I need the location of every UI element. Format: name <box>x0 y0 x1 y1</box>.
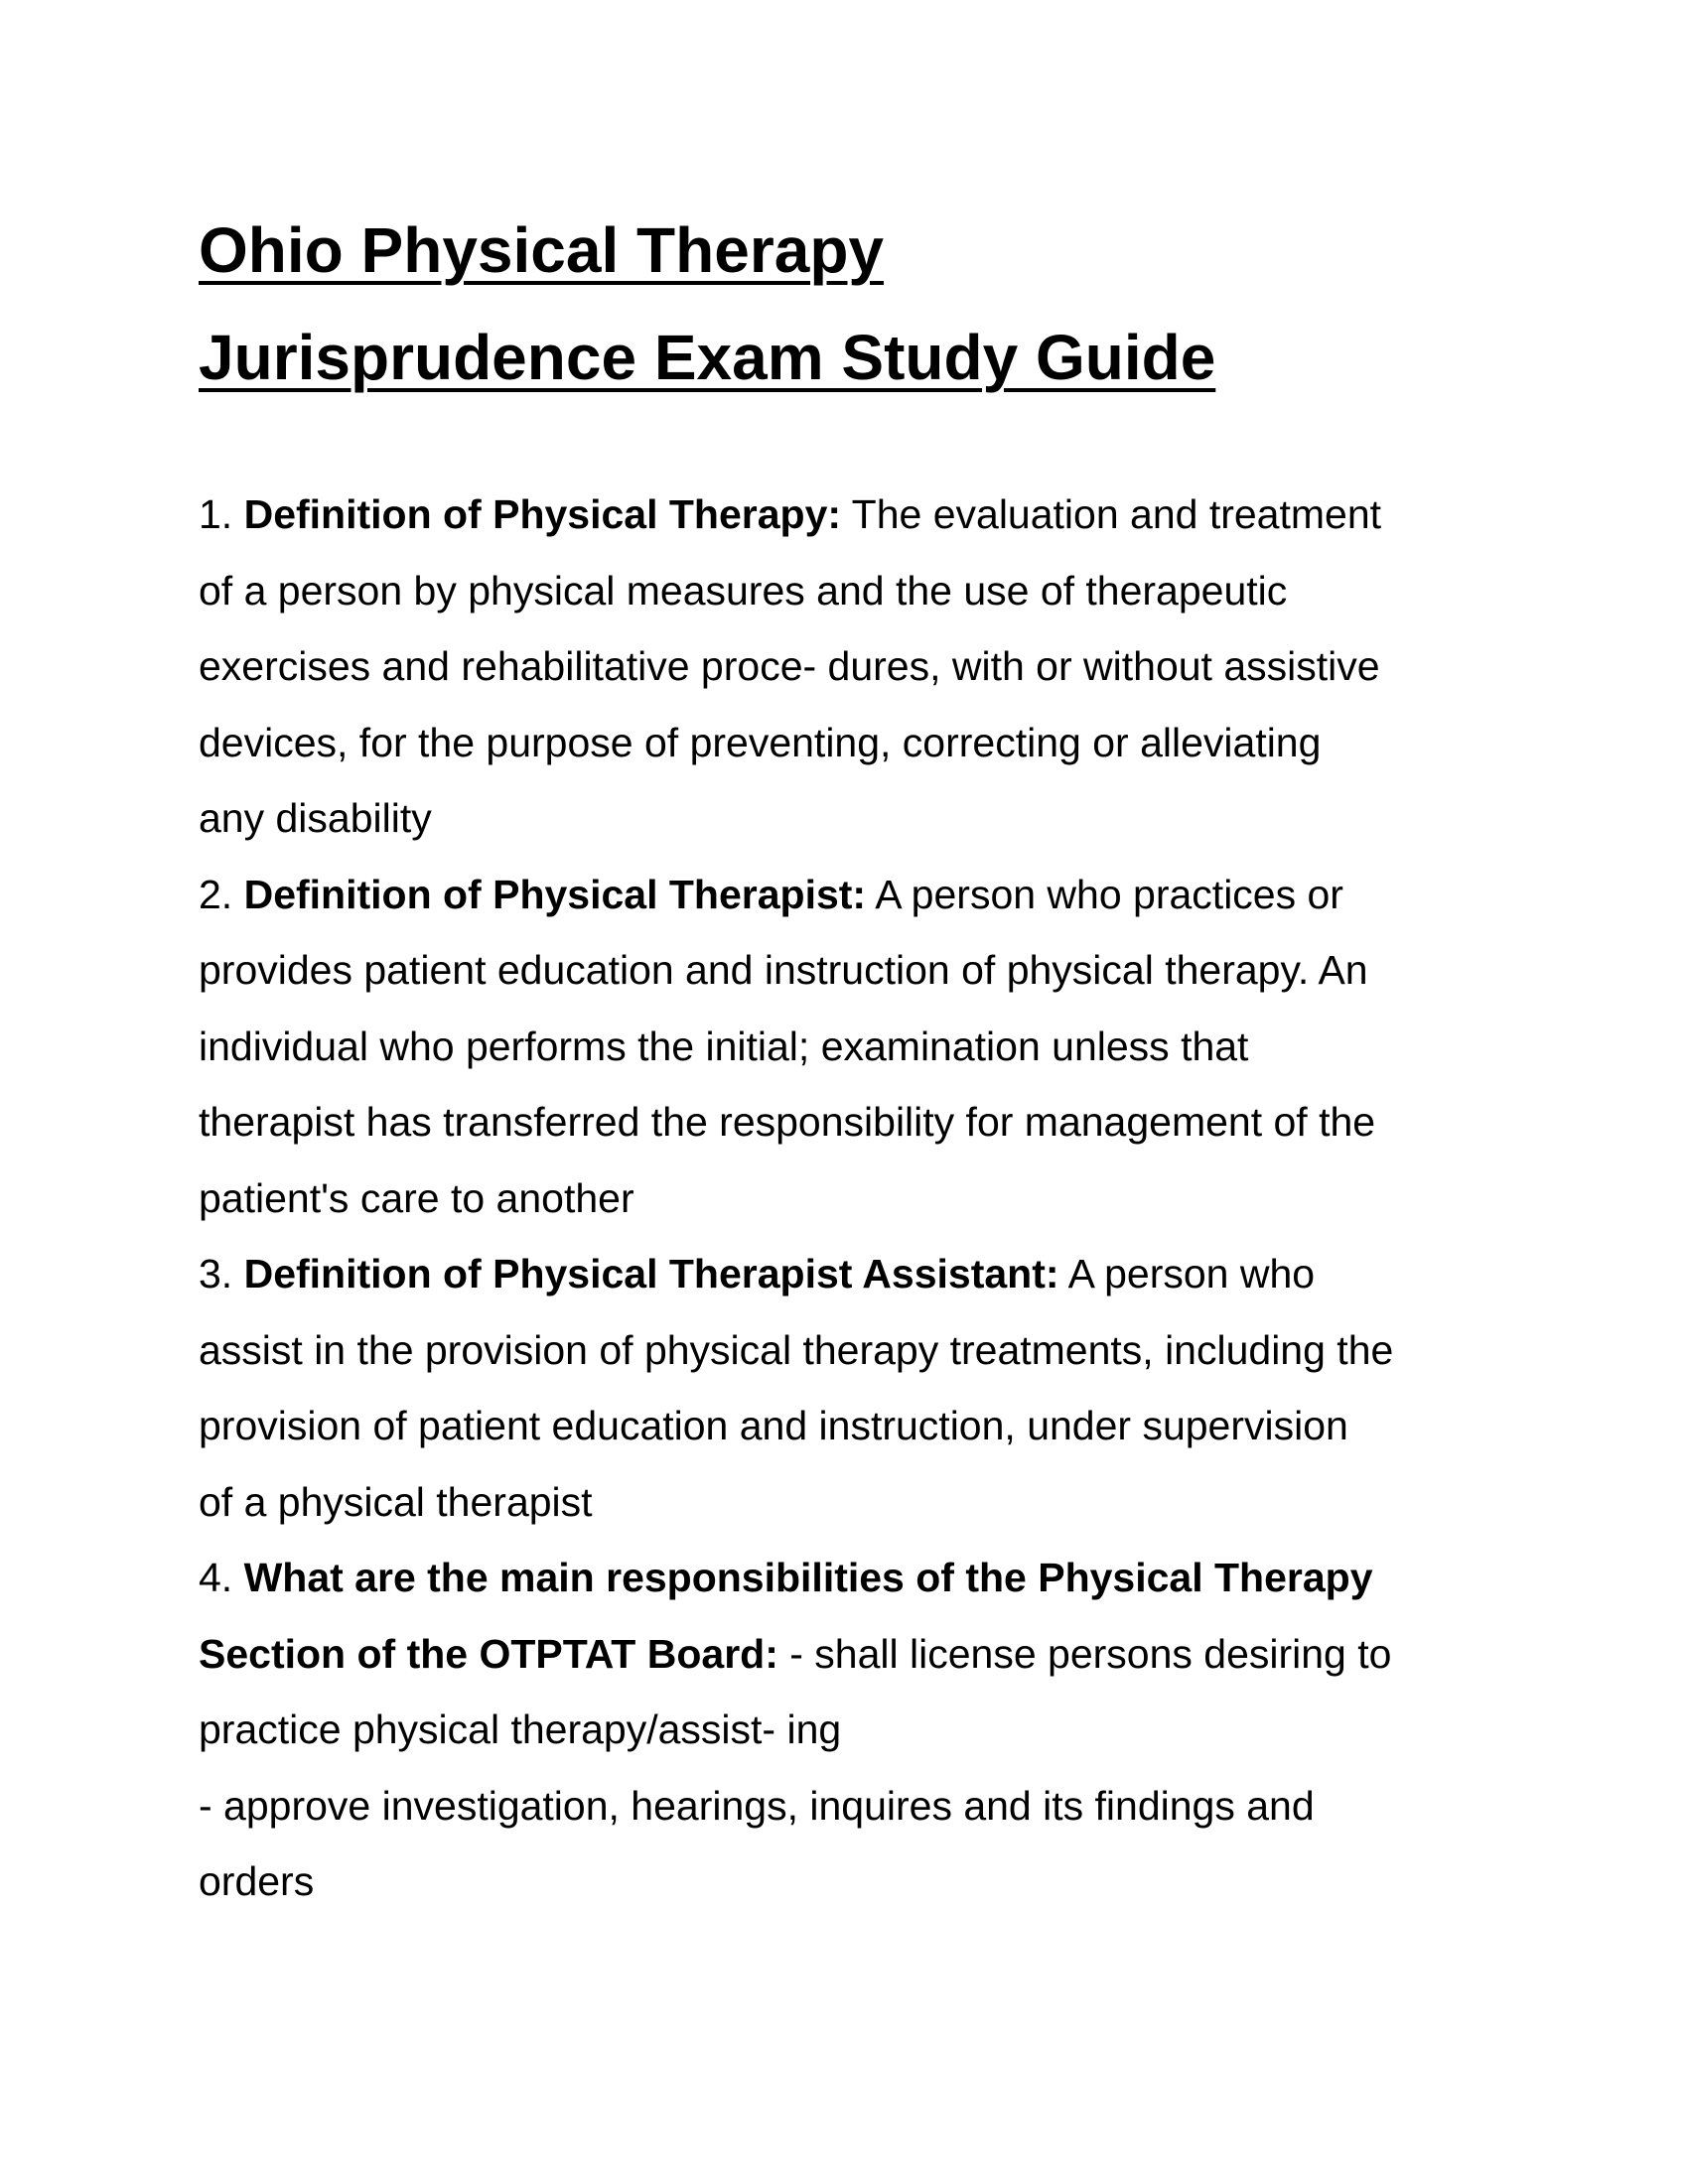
item-text-line: assist in the provision of physical therapy treatments, including the <box>199 1326 1394 1373</box>
item-text: - shall license persons desiring to <box>777 1630 1392 1677</box>
item-text-line: exercises and rehabilitative proce- dures, with or without assistive <box>199 643 1380 689</box>
question-item <box>199 1540 1509 1920</box>
item-text-line: therapist has transferred the responsibility for management of the <box>199 1099 1376 1145</box>
item-term: Section of the OTPTAT Board: <box>199 1630 778 1677</box>
item-text-line: of a person by physical measures and the use of therapeutic <box>199 567 1288 614</box>
definition-item <box>199 477 1509 857</box>
item-number: 4. <box>199 1555 244 1600</box>
item-first-line <box>199 1540 1509 1616</box>
item-term: What are the main responsibilities of the Physical Therapy <box>243 1555 1373 1600</box>
item-text-line: individual who performs the initial; examination unless that <box>199 1023 1249 1069</box>
item-text-line: any disability <box>199 795 432 841</box>
item-first-line <box>199 477 1509 553</box>
item-text-line: devices, for the purpose of preventing, correcting or alleviating <box>199 719 1322 765</box>
item-term: Definition of Physical Therapist Assistant: <box>243 1251 1059 1297</box>
item-number: 2. <box>199 871 244 917</box>
item-term: Definition of Physical Therapy: <box>243 491 842 537</box>
item-text-line: practice physical therapy/assist- ing <box>199 1706 842 1752</box>
title-line-1: Ohio Physical Therapy <box>199 214 884 286</box>
item-text-line: orders <box>199 1858 315 1904</box>
item-text: A person who practices or <box>866 871 1343 917</box>
item-term: Definition of Physical Therapist: <box>243 871 867 917</box>
item-text-line: patient's care to another <box>199 1174 634 1221</box>
item-number: 3. <box>199 1251 244 1297</box>
item-number: 1. <box>199 491 244 537</box>
page-title <box>199 197 1509 411</box>
document-page <box>199 197 1509 1920</box>
item-second-line <box>199 1616 1509 1693</box>
item-text-line: provides patient education and instruction of physical therapy. An <box>199 947 1368 993</box>
item-text-line: of a physical therapist <box>199 1478 593 1525</box>
item-text-line: provision of patient education and instruction, under supervision <box>199 1403 1348 1448</box>
definition-item <box>199 857 1509 1237</box>
item-text: The evaluation and treatment <box>841 491 1382 537</box>
title-line-2: Jurisprudence Exam Study Guide <box>199 322 1216 393</box>
item-first-line <box>199 857 1509 933</box>
item-first-line <box>199 1236 1509 1312</box>
item-text: A person who <box>1058 1251 1316 1297</box>
definition-item <box>199 1236 1509 1540</box>
study-guide-body <box>199 477 1509 1920</box>
item-text-line: - approve investigation, hearings, inquires and its findings and <box>199 1782 1315 1829</box>
